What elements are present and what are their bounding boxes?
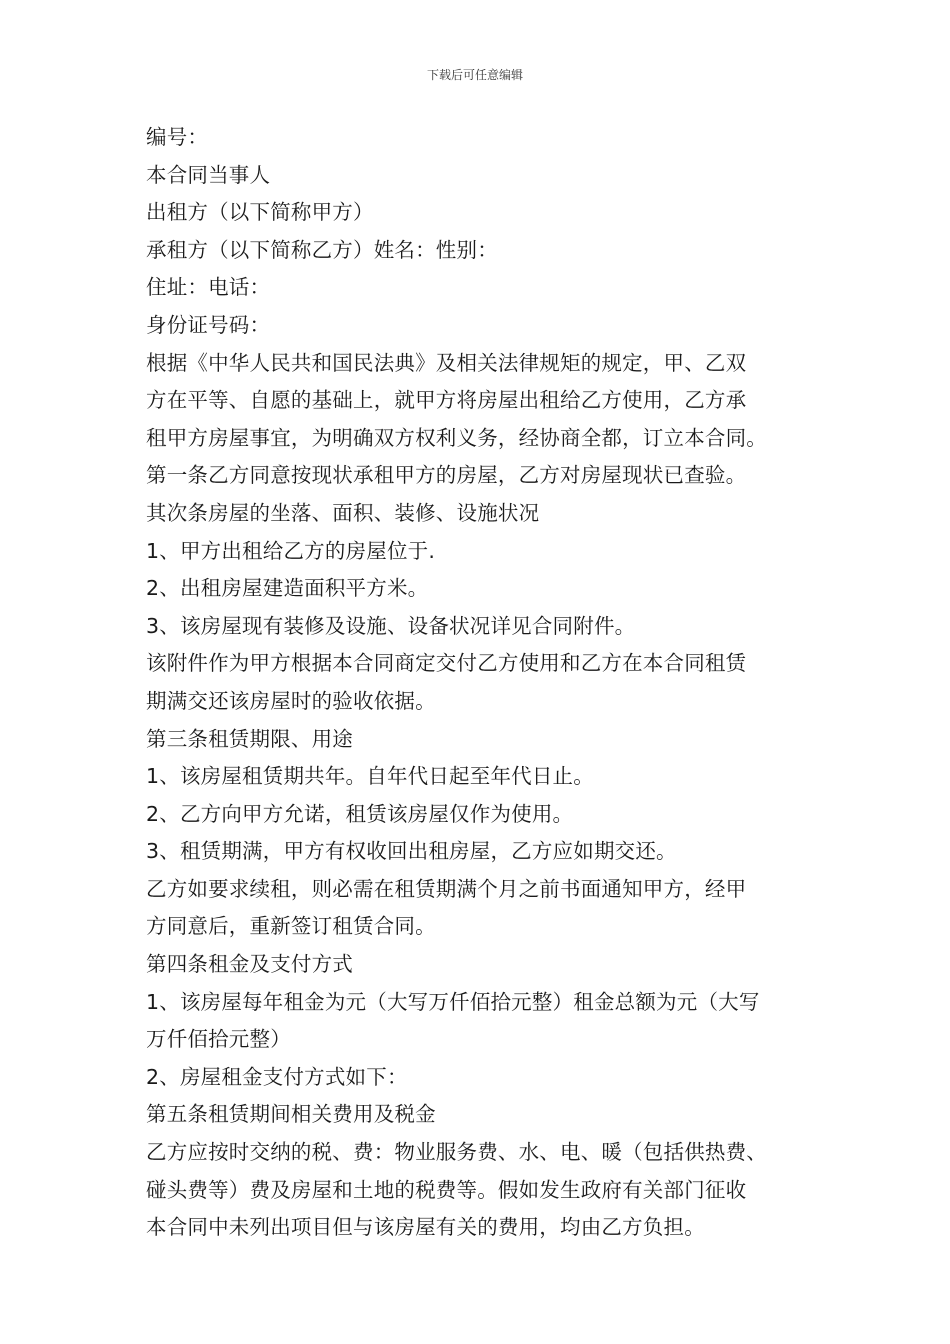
doc-line: 2、乙方向甲方允诺，租赁该房屋仅作为使用。 <box>146 801 574 826</box>
doc-line: 出租方（以下简称甲方） <box>146 200 374 225</box>
doc-line: 方在平等、自愿的基础上，就甲方将房屋出租给乙方使用，乙方承 <box>146 388 747 413</box>
doc-line: 乙方如要求续租，则必需在租赁期满个月之前书面通知甲方，经甲 <box>146 876 747 901</box>
document-body <box>146 119 846 1247</box>
doc-line: 1、甲方出租给乙方的房屋位于. <box>146 538 436 563</box>
doc-line: 2、出租房屋建造面积平方米。 <box>146 576 429 601</box>
doc-line: 2、房屋租金支付方式如下： <box>146 1064 408 1089</box>
doc-line: 该附件作为甲方根据本合同商定交付乙方使用和乙方在本合同租赁 <box>146 651 747 676</box>
doc-line: 编号： <box>146 125 209 149</box>
doc-line: 第三条租赁期限、用途 <box>146 726 353 751</box>
doc-line: 乙方应按时交纳的税、费：物业服务费、水、电、暖（包括供热费、 <box>146 1140 767 1165</box>
doc-line: 租甲方房屋事宜，为明确双方权利义务，经协商全都，订立本合同。 <box>146 425 767 450</box>
doc-line: 本合同当事人 <box>146 162 271 187</box>
doc-line: 身份证号码： <box>146 312 271 337</box>
doc-line: 1、该房屋租赁期共年。自年代日起至年代日止。 <box>146 764 594 789</box>
doc-line: 住址：电话： <box>146 275 271 300</box>
doc-line: 万仟佰拾元整） <box>146 1027 291 1052</box>
doc-line: 3、租赁期满，甲方有权收回出租房屋，乙方应如期交还。 <box>146 839 677 864</box>
doc-line: 第五条租赁期间相关费用及税金 <box>146 1102 436 1127</box>
doc-line: 第四条租金及支付方式 <box>146 952 353 977</box>
doc-line: 期满交还该房屋时的验收依据。 <box>146 688 436 713</box>
doc-line: 第一条乙方同意按现状承租甲方的房屋，乙方对房屋现状已查验。 <box>146 463 747 488</box>
doc-line: 承租方（以下简称乙方）姓名：性别： <box>146 237 498 262</box>
doc-line: 方同意后，重新签订租赁合同。 <box>146 914 436 939</box>
doc-line: 其次条房屋的坐落、面积、装修、设施状况 <box>146 500 540 525</box>
doc-line: 3、该房屋现有装修及设施、设备状况详见合同附件。 <box>146 613 636 638</box>
doc-line: 碰头费等）费及房屋和土地的税费等。假如发生政府有关部门征收 <box>146 1177 747 1202</box>
doc-line: 本合同中未列出项目但与该房屋有关的费用，均由乙方负担。 <box>146 1215 705 1240</box>
doc-line: 1、该房屋每年租金为元（大写万仟佰拾元整）租金总额为元（大写 <box>146 989 760 1014</box>
doc-line: 根据《中华人民共和国民法典》及相关法律规矩的规定，甲、乙双 <box>146 350 747 375</box>
page-header-note: 下载后可任意编辑 <box>426 68 523 82</box>
